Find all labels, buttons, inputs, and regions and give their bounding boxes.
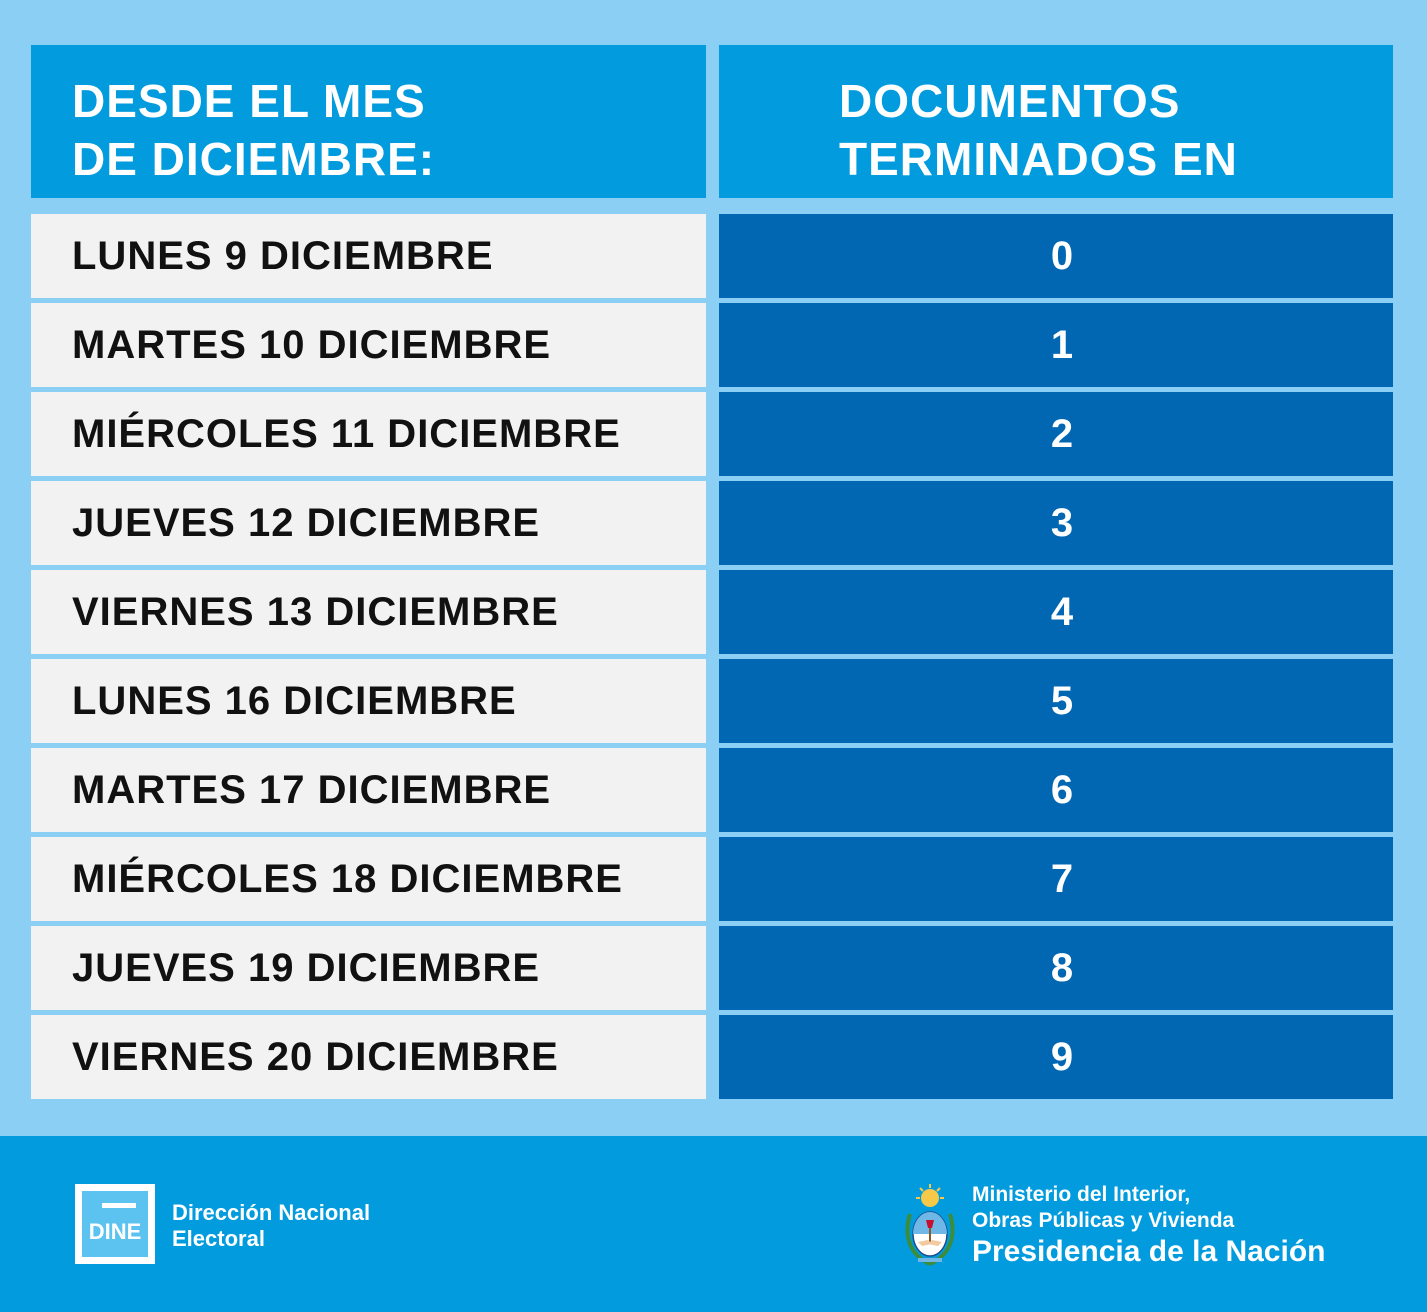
digit-cell: 7 [719,837,1393,921]
digit-cell: 6 [719,748,1393,832]
header-right-line2: TERMINADOS EN [839,133,1238,185]
dine-name-line2: Electoral [172,1226,265,1251]
day-cell: VIERNES 13 DICIEMBRE [31,570,706,654]
day-cell: MARTES 10 DICIEMBRE [31,303,706,387]
digit-cell: 0 [719,214,1393,298]
digit-cell: 4 [719,570,1393,654]
table-row [0,303,1427,387]
header-left-line1: DESDE EL MES [72,75,426,127]
ministerio-text [972,1182,1325,1270]
digit-cell: 9 [719,1015,1393,1099]
table-row [0,570,1427,654]
dine-logo-text: DINE [88,1219,142,1244]
digit-cell: 1 [719,303,1393,387]
coat-of-arms-icon [902,1184,958,1268]
presidencia-line: Presidencia de la Nación [972,1235,1326,1268]
day-cell: JUEVES 19 DICIEMBRE [31,926,706,1010]
digit-cell: 2 [719,392,1393,476]
table-row [0,837,1427,921]
dine-logo [75,1184,155,1264]
table-row [0,748,1427,832]
header-desde [31,45,706,198]
day-cell: VIERNES 20 DICIEMBRE [31,1015,706,1099]
table-row [0,659,1427,743]
table-row [0,392,1427,476]
day-cell: MARTES 17 DICIEMBRE [31,748,706,832]
ministerio-line1: Ministerio del Interior, [972,1183,1191,1206]
dine-name [172,1200,370,1252]
ministerio-line2: Obras Públicas y Vivienda [972,1209,1235,1232]
table-row [0,1015,1427,1099]
digit-cell: 8 [719,926,1393,1010]
day-cell: LUNES 16 DICIEMBRE [31,659,706,743]
day-cell: JUEVES 12 DICIEMBRE [31,481,706,565]
dine-name-line1: Dirección Nacional [172,1200,371,1225]
table-row [0,926,1427,1010]
table-row [0,214,1427,298]
table-row [0,481,1427,565]
day-cell: MIÉRCOLES 11 DICIEMBRE [31,392,706,476]
day-cell: LUNES 9 DICIEMBRE [31,214,706,298]
day-cell: MIÉRCOLES 18 DICIEMBRE [31,837,706,921]
digit-cell: 3 [719,481,1393,565]
header-right-line1: DOCUMENTOS [839,75,1181,127]
digit-cell: 5 [719,659,1393,743]
footer [0,1136,1427,1312]
header-documentos [719,45,1393,198]
header-left-line2: DE DICIEMBRE: [72,133,436,185]
